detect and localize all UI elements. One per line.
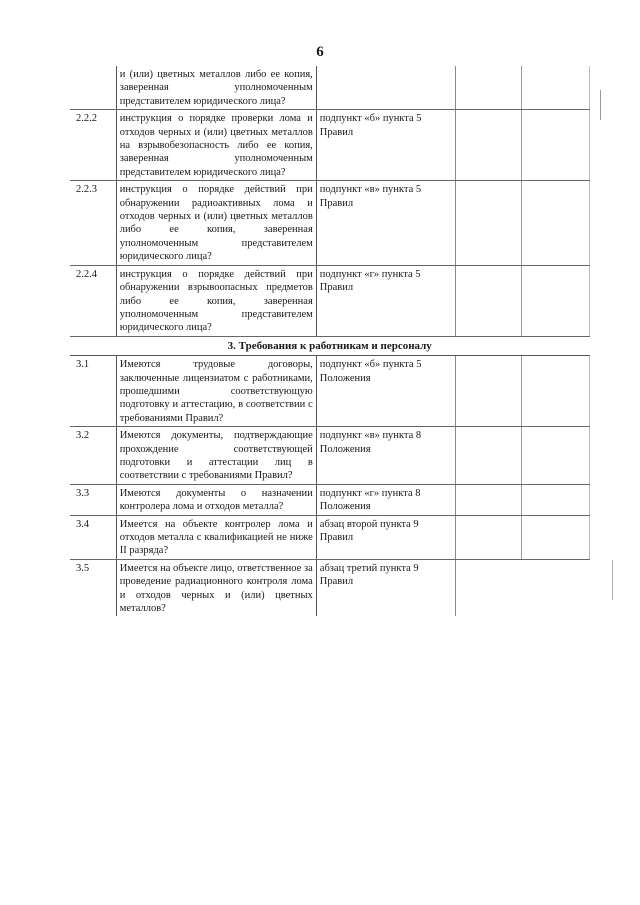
empty-cell	[521, 181, 589, 265]
row-number: 2.2.2	[70, 110, 116, 181]
empty-cell	[455, 427, 521, 485]
table-row	[70, 515, 590, 559]
legal-reference: подпункт «в» пункта 5 Правил	[316, 181, 455, 265]
row-number	[70, 66, 116, 110]
table-row	[70, 181, 590, 265]
requirement-text: Имеются документы о назначении контролера лома и отходов металла?	[116, 484, 316, 515]
section-title: 3. Требования к работникам и персоналу	[70, 336, 590, 355]
legal-reference: абзац третий пункта 9 Правил	[316, 559, 455, 616]
empty-cell	[455, 181, 521, 265]
empty-cell	[521, 110, 589, 181]
table-row	[70, 110, 590, 181]
empty-cell	[455, 559, 521, 616]
legal-reference: подпункт «г» пункта 5 Правил	[316, 265, 455, 336]
legal-reference: подпункт «б» пункта 5 Положения	[316, 356, 455, 427]
table-row	[70, 427, 590, 485]
requirement-text: инструкция о порядке проверки лома и отходов черных и (или) цветных металлов на взрывобезопасность либо ее копия, заверенная уполномоченным представителем юридического лица?	[116, 110, 316, 181]
empty-cell	[521, 559, 589, 616]
table-row	[70, 484, 590, 515]
table-row	[70, 66, 590, 110]
legal-reference: абзац второй пункта 9 Правил	[316, 515, 455, 559]
legal-reference: подпункт «б» пункта 5 Правил	[316, 110, 455, 181]
empty-cell	[455, 66, 521, 110]
requirement-text: инструкция о порядке действий при обнаружении взрывоопасных предметов либо ее копия, заверенная уполномоченным представителем юридического лица?	[116, 265, 316, 336]
legal-reference: подпункт «г» пункта 8 Положения	[316, 484, 455, 515]
empty-cell	[521, 427, 589, 485]
checklist-table-container	[70, 66, 590, 616]
empty-cell	[521, 484, 589, 515]
legal-reference: подпункт «в» пункта 8 Положения	[316, 427, 455, 485]
empty-cell	[521, 265, 589, 336]
empty-cell	[521, 515, 589, 559]
row-number: 3.3	[70, 484, 116, 515]
row-number: 2.2.4	[70, 265, 116, 336]
scan-artifact	[600, 90, 601, 120]
requirement-text: и (или) цветных металлов либо ее копия, заверенная уполномоченным представителем юридического лица?	[116, 66, 316, 110]
row-number: 3.5	[70, 559, 116, 616]
section-header-row	[70, 336, 590, 355]
row-number: 3.4	[70, 515, 116, 559]
scan-artifact	[612, 560, 613, 600]
checklist-table	[70, 66, 590, 616]
table-row	[70, 265, 590, 336]
empty-cell	[455, 356, 521, 427]
empty-cell	[455, 484, 521, 515]
empty-cell	[521, 66, 589, 110]
requirement-text: Имеется на объекте лицо, ответственное за проведение радиационного контроля лома и отходов черных и (или) цветных металлов?	[116, 559, 316, 616]
legal-reference	[316, 66, 455, 110]
empty-cell	[521, 356, 589, 427]
empty-cell	[455, 515, 521, 559]
row-number: 3.1	[70, 356, 116, 427]
requirement-text: Имеются трудовые договоры, заключенные лицензиатом с работниками, прошедшими соответствующую подготовку и аттестацию, в соответствии с требованиями Правил?	[116, 356, 316, 427]
requirement-text: Имеются документы, подтверждающие прохождение соответствующей подготовки и аттестации лиц в соответствии с требованиями Правил?	[116, 427, 316, 485]
page-number: 6	[316, 44, 324, 60]
table-row	[70, 356, 590, 427]
row-number: 2.2.3	[70, 181, 116, 265]
requirement-text: Имеется на объекте контролер лома и отходов металла с квалификацией не ниже II разряда?	[116, 515, 316, 559]
row-number: 3.2	[70, 427, 116, 485]
requirement-text: инструкция о порядке действий при обнаружении радиоактивных лома и отходов черных и (или) цветных металлов либо ее копия, заверенная уполномоченным представителем юридического лица?	[116, 181, 316, 265]
empty-cell	[455, 265, 521, 336]
table-row	[70, 559, 590, 616]
empty-cell	[455, 110, 521, 181]
